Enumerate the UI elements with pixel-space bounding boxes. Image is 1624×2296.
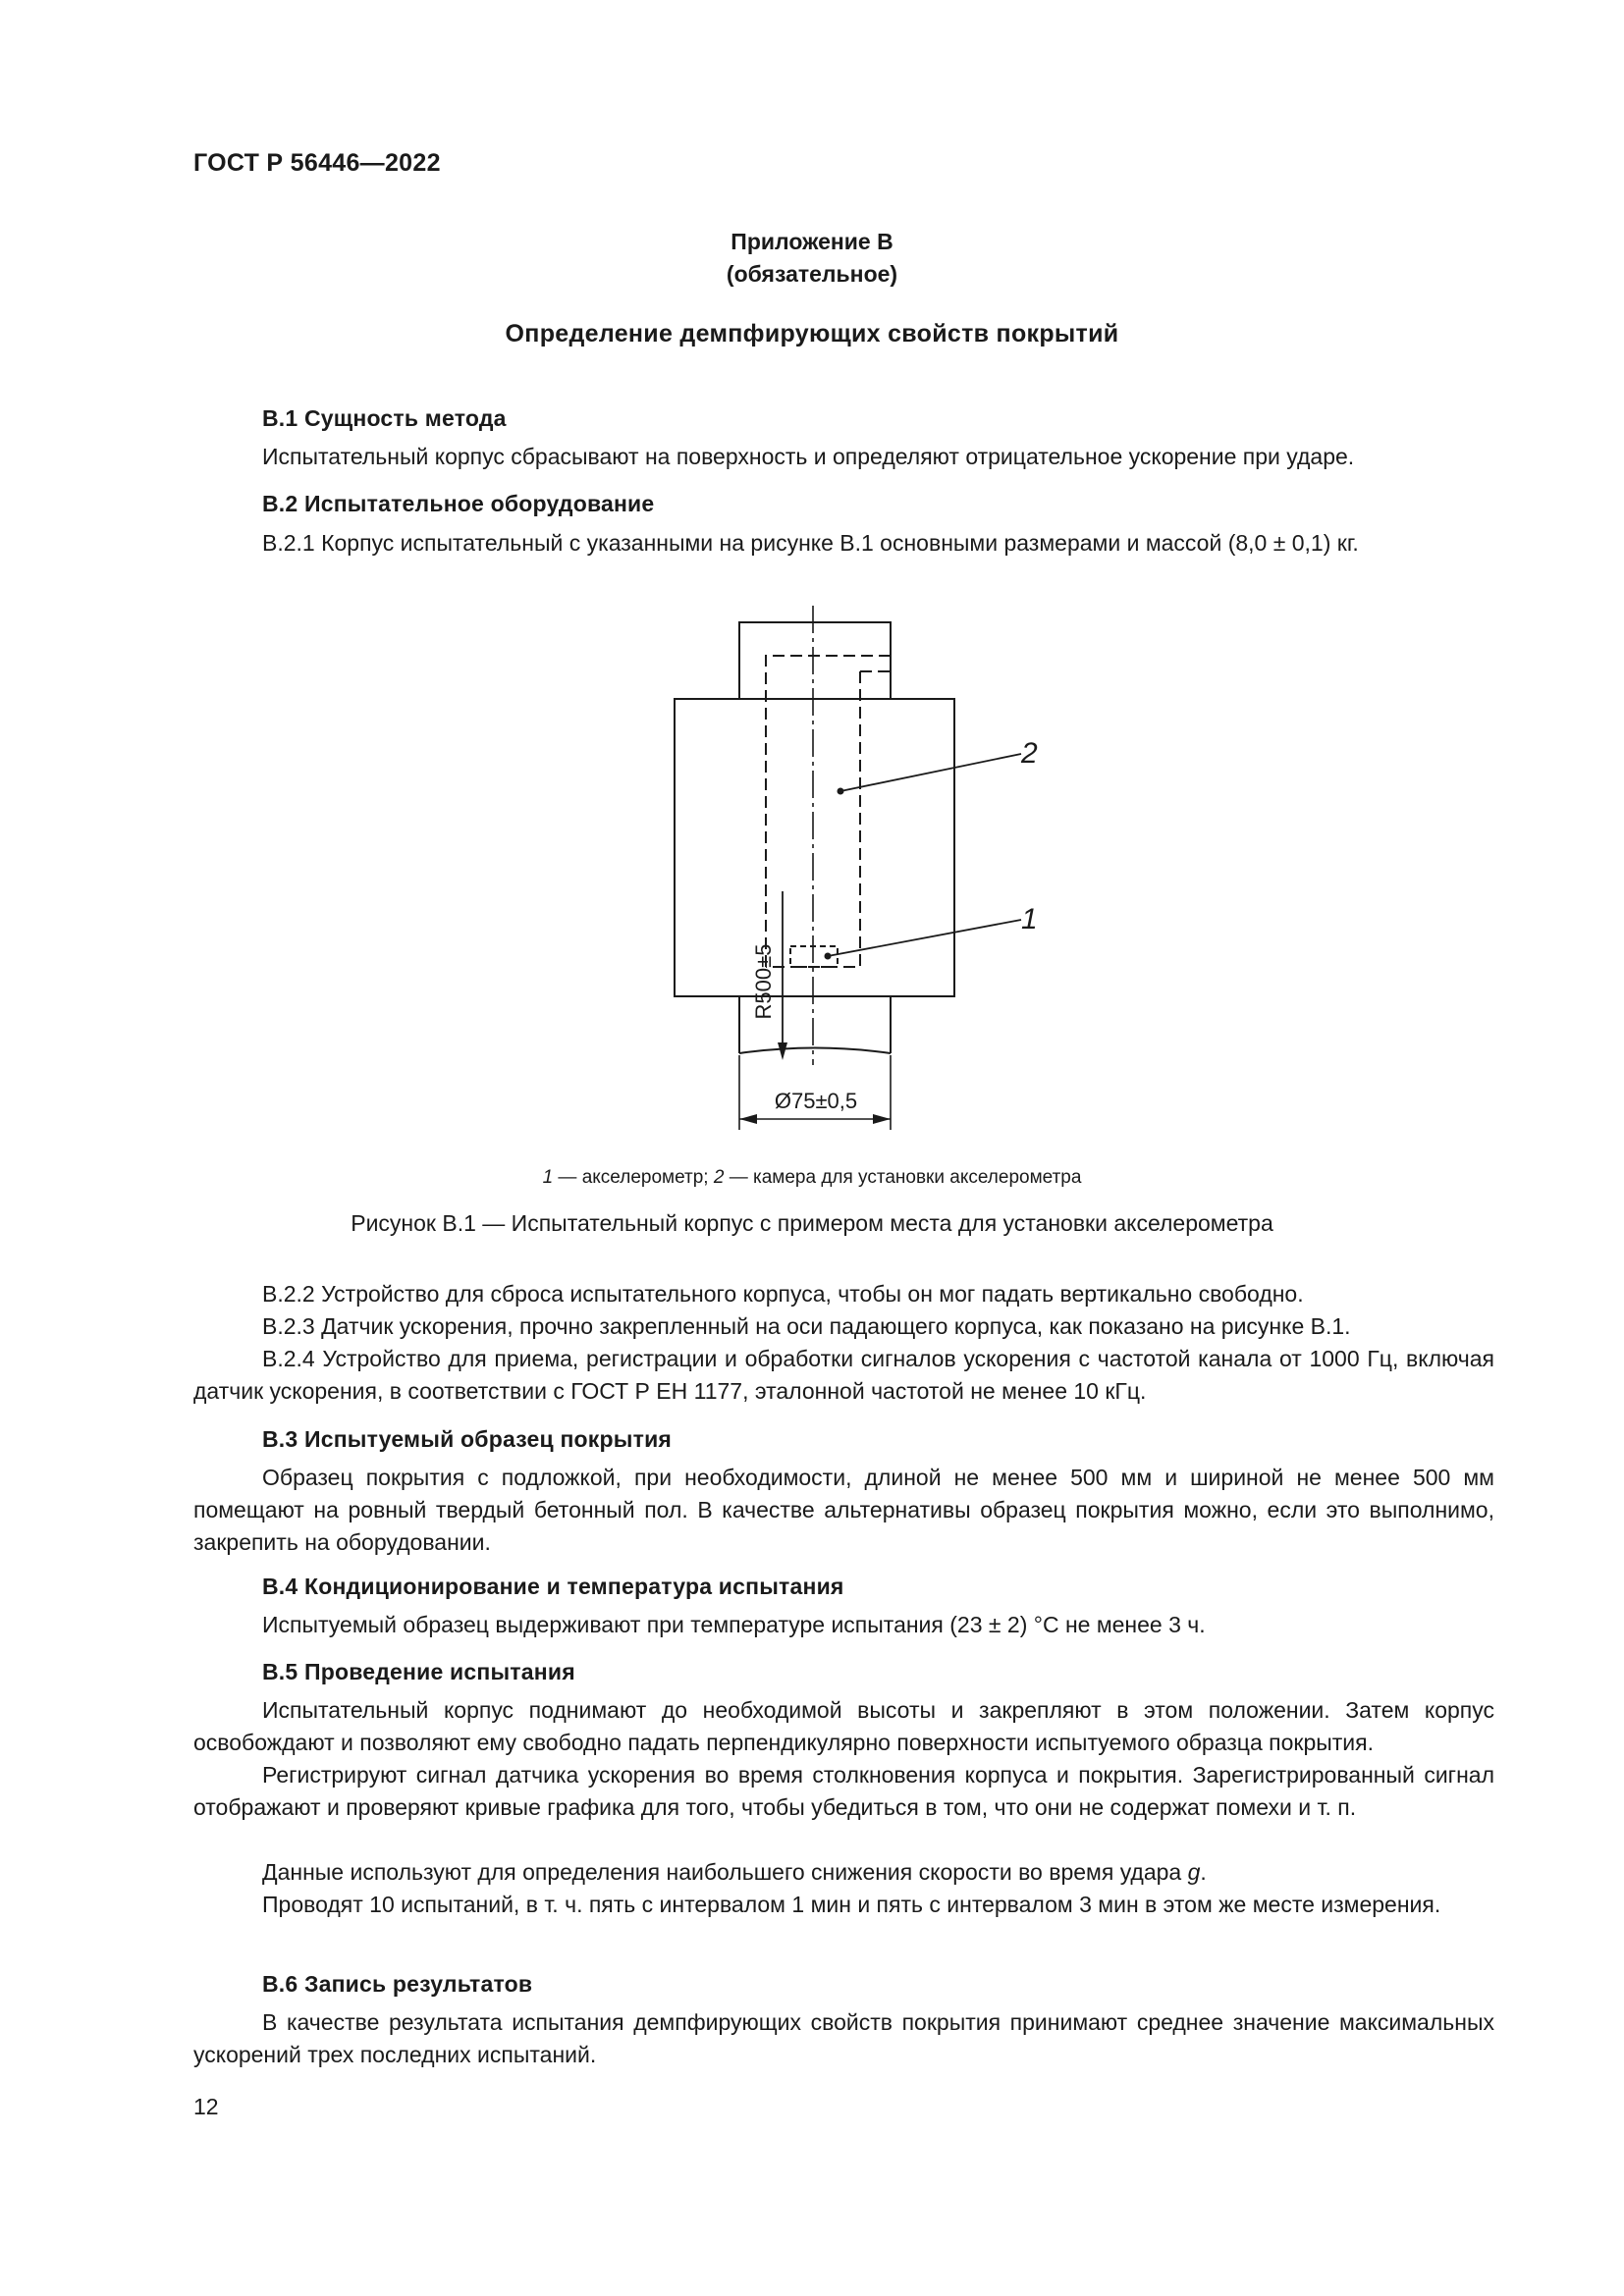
section-b5-p4: Проводят 10 испытаний, в т. ч. пять с интервалом 1 мин и пять с интервалом 3 мин в этом же месте измерения. — [262, 1892, 1441, 1917]
figure-label-1: 1 — [1021, 903, 1038, 935]
section-b2-heading: В.2 Испытательное оборудование — [262, 491, 655, 516]
figure-diameter-label: Ø75±0,5 — [774, 1089, 858, 1113]
legend-2-number: 2 — [713, 1167, 725, 1188]
figure-legend — [0, 1165, 1624, 1191]
figure-chamber-dashed — [766, 656, 891, 967]
figure-curved-bottom — [739, 1048, 891, 1054]
page-number: 12 — [193, 2094, 219, 2119]
section-b3-heading: В.3 Испытуемый образец покрытия — [262, 1426, 673, 1452]
appendix-title: Приложение В — [731, 229, 893, 254]
section-b5-heading: В.5 Проведение испытания — [262, 1659, 575, 1684]
section-b5-p1: Испытательный корпус поднимают до необходимой высоты и закрепляют в этом положении. Затем корпус освобождают и позволяют ему свободно падать перпендикулярно поверхности испытуемого образца покрытия. — [193, 1697, 1494, 1755]
variable-g: g — [1187, 1859, 1201, 1885]
section-b4-text: Испытуемый образец выдерживают при температуре испытания (23 ± 2) °С не менее 3 ч. — [262, 1612, 1206, 1637]
figure-leader-1 — [828, 920, 1021, 956]
legend-2-text: — камера для установки акселерометра — [724, 1167, 1082, 1188]
figure-radius-label: R500±5 — [751, 943, 776, 1020]
appendix-status: (обязательное) — [726, 261, 898, 287]
section-b2-p2: В.2.2 Устройство для сброса испытательного корпуса, чтобы он мог падать вертикально свободно. — [262, 1281, 1304, 1307]
figure-main-body — [675, 699, 954, 996]
appendix-name: Определение демпфирующих свойств покрытий — [505, 320, 1119, 347]
section-b2-p4: В.2.4 Устройство для приема, регистрации и обработки сигналов ускорения с частотой канала от 1000 Гц, включая датчик ускорения, в соответствии с ГОСТ Р ЕН 1177, эталонной частотой не менее 10 кГц. — [193, 1346, 1494, 1404]
section-b5-p3-before: Данные используют для определения наибольшего снижения скорости во время удара — [262, 1859, 1188, 1885]
figure-caption: Рисунок В.1 — Испытательный корпус с примером места для установки акселерометра — [351, 1210, 1273, 1236]
document-standard-header: ГОСТ Р 56446—2022 — [193, 149, 441, 177]
legend-1-number: 1 — [542, 1167, 554, 1188]
section-b5-p3 — [262, 1856, 1207, 1889]
section-b1-text: Испытательный корпус сбрасывают на поверхность и определяют отрицательное ускорение при ударе. — [262, 444, 1355, 469]
section-b2-p1: В.2.1 Корпус испытательный с указанными на рисунке В.1 основными размерами и массой (8,0 ± 0,1) кг. — [262, 530, 1359, 556]
section-b2-p3: В.2.3 Датчик ускорения, прочно закрепленный на оси падающего корпуса, как показано на рисунке В.1. — [262, 1313, 1351, 1339]
figure-leader-2 — [840, 754, 1021, 791]
figure-top-block — [739, 622, 891, 699]
section-b5-p3-after: . — [1200, 1859, 1207, 1885]
figure-radius-arrow — [778, 1042, 787, 1060]
section-b6-text: В качестве результата испытания демпфирующих свойств покрытия принимают среднее значение максимальных ускорений трех последних испытаний. — [193, 2009, 1494, 2067]
legend-1-text: — акселерометр; — [553, 1167, 714, 1188]
test-body-figure — [638, 589, 1051, 1139]
figure-label-2: 2 — [1021, 737, 1038, 770]
section-b5-p2: Регистрируют сигнал датчика ускорения во время столкновения корпуса и покрытия. Зарегистрированный сигнал отображают и проверяют кривые графика для того, чтобы убедиться в том, что они не содержат помехи и т. п. — [193, 1762, 1494, 1820]
section-b6-heading: В.6 Запись результатов — [262, 1971, 533, 1997]
section-b4-heading: В.4 Кондиционирование и температура испытания — [262, 1574, 844, 1599]
section-b3-text: Образец покрытия с подложкой, при необходимости, длиной не менее 500 мм и шириной не менее 500 мм помещают на ровный твердый бетонный пол. В качестве альтернативы образец покрытия можно, если это выполнимо, закрепить на оборудовании. — [193, 1465, 1494, 1555]
section-b1-heading: В.1 Сущность метода — [262, 405, 507, 431]
